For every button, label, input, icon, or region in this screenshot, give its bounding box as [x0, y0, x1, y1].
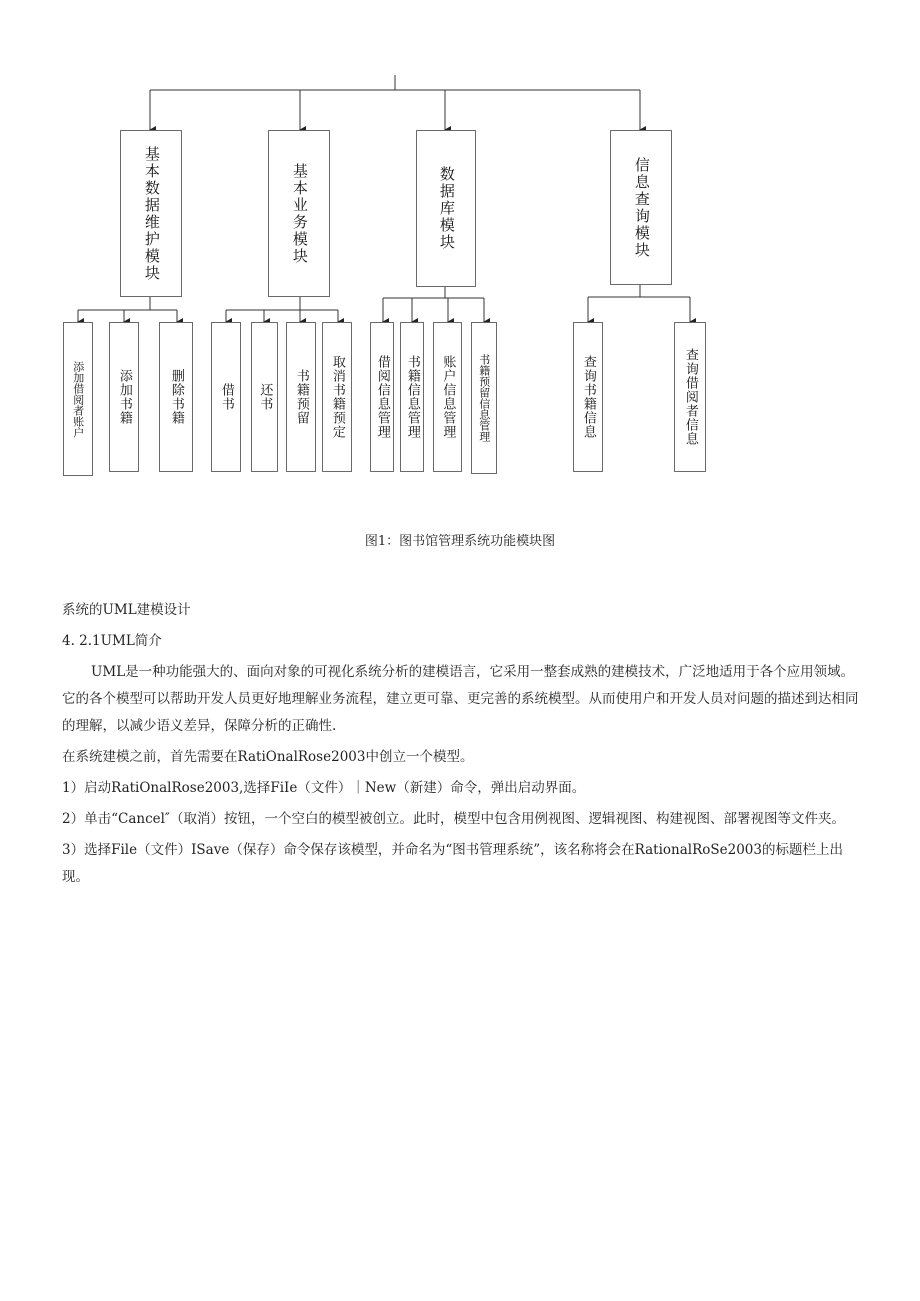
step-2: 2）单击“Cancel″（取消）按钮，一个空白的模型被创立。此时，模型中包含用例视图、逻辑视图、构建视图、部署视图等文件夹。 — [62, 811, 845, 827]
section-heading: 系统的UML建模设计 — [62, 602, 191, 618]
module-basic-business — [268, 130, 330, 297]
submodule-label: 借书 — [218, 383, 234, 411]
submodule-reservation-info-management — [471, 322, 497, 474]
submodule-label: 添加书籍 — [116, 369, 132, 425]
submodule-delete-book — [159, 322, 193, 472]
submodule-reserve-book — [286, 322, 316, 472]
module-label: 基本数据维护模块 — [142, 145, 161, 282]
submodule-label: 查询借阅者信息 — [682, 348, 698, 446]
submodule-label: 书籍预留 — [293, 369, 309, 425]
submodule-query-borrower-info — [674, 322, 706, 472]
figure-caption: 图1：图书馆管理系统功能模块图 — [364, 534, 556, 549]
module-label: 信息查询模块 — [632, 156, 651, 259]
function-module-diagram — [0, 0, 920, 500]
module-info-query — [610, 130, 672, 285]
module-basic-data-maintenance — [120, 130, 182, 297]
submodule-label: 删除书籍 — [168, 369, 184, 425]
submodule-label: 取消书籍预定 — [329, 355, 345, 439]
submodule-borrow-book — [211, 322, 241, 472]
submodule-return-book — [251, 322, 278, 472]
submodule-label: 还书 — [257, 383, 273, 411]
submodule-label: 借阅信息管理 — [374, 355, 390, 439]
submodule-label: 查询书籍信息 — [580, 355, 596, 439]
module-label: 基本业务模块 — [290, 162, 309, 265]
module-label: 数据库模块 — [437, 166, 456, 251]
document-body — [62, 597, 862, 891]
step-1: 1）启动RatiOnalRose2003,选择FiIe（文件）｜New（新建）命令，弹出启动界面。 — [62, 780, 586, 796]
submodule-label: 账户信息管理 — [440, 355, 456, 439]
submodule-borrow-info-management — [370, 322, 394, 472]
step-3: 3）选择File（文件）ISave（保存）命令保存该模型，并命名为“图书管理系统”，该名称将会在RationalRoSe2003的标题栏上出现。 — [62, 842, 843, 885]
submodule-label: 书籍预留信息管理 — [477, 354, 491, 442]
submodule-label: 添加借阅者账户 — [71, 360, 85, 438]
subsection-heading: 4. 2.1UML简介 — [62, 633, 162, 649]
module-database — [416, 130, 476, 287]
submodule-query-book-info — [573, 322, 603, 472]
submodule-account-info-management — [433, 322, 462, 472]
submodule-add-borrower-account — [63, 322, 93, 476]
uml-intro-paragraph: UML是一种功能强大的、面向对象的可视化系统分析的建模语言，它采用一整套成熟的建模技术，广泛地适用于各个应用领域。它的各个模型可以帮助开发人员更好地理解业务流程，建立更可靠、更完善的系统模型。从而使用户和开发人员对问题的描述到达相同的理解，以减少语义差异，保障分析的正确性. — [62, 664, 859, 734]
submodule-cancel-reservation — [322, 322, 352, 472]
submodule-book-info-management — [400, 322, 424, 472]
submodule-add-book — [109, 322, 139, 472]
submodule-label: 书籍信息管理 — [404, 355, 420, 439]
model-creation-paragraph: 在系统建模之前，首先需要在RatiOnalRose2003中创立一个模型。 — [62, 749, 474, 765]
